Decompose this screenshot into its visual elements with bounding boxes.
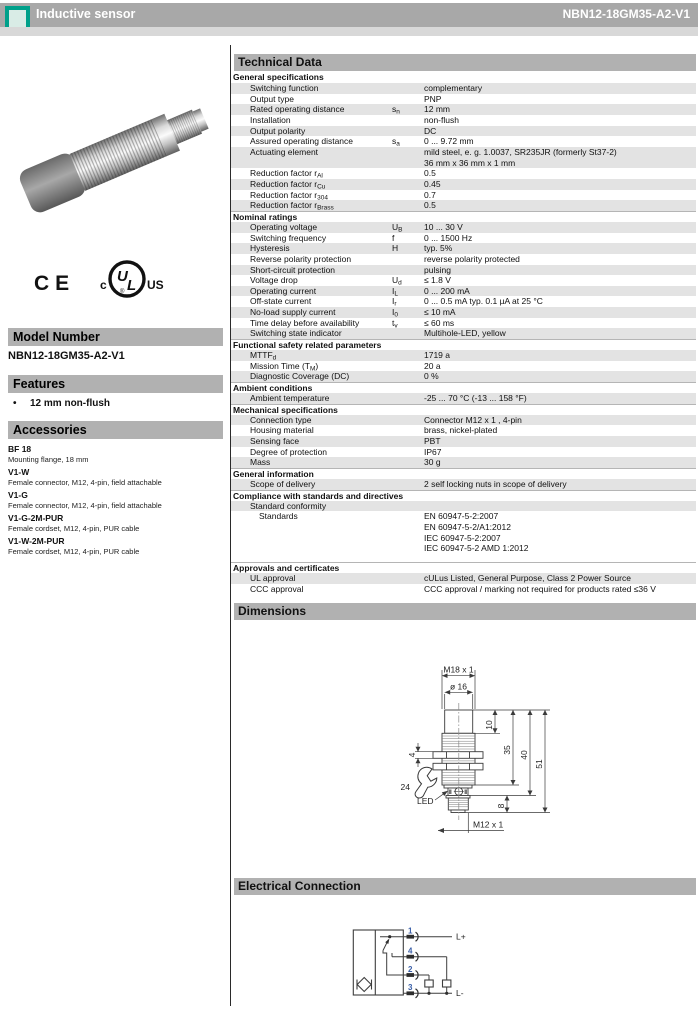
accessory-desc: Female cordset, M12, 4-pin, PUR cable xyxy=(8,523,140,533)
spec-value: 12 mm xyxy=(424,104,450,115)
spec-row xyxy=(231,307,696,318)
spec-value: non-flush xyxy=(424,114,459,125)
spec-symbol xyxy=(392,147,424,168)
electrical-connection-heading: Electrical Connection xyxy=(234,878,696,895)
bullet-icon: • xyxy=(13,398,17,409)
spec-section-title: Approvals and certificates xyxy=(231,562,696,573)
spec-label: Switching function xyxy=(250,83,319,93)
dim-label-m18: M18 x 1 xyxy=(443,664,474,675)
spec-row xyxy=(231,361,696,372)
ce-mark: CE xyxy=(34,272,76,295)
m12-connector xyxy=(448,798,468,810)
spec-label: Assured operating distance xyxy=(250,136,354,147)
spec-label: Reduction factor $r_{Al}$ xyxy=(250,168,323,180)
spec-label: Mass xyxy=(250,457,271,468)
ul-mark xyxy=(100,262,164,296)
spec-label: Reduction factor $r_{304}$ xyxy=(250,189,328,202)
header-substrip xyxy=(0,27,698,36)
spec-label: Scope of delivery xyxy=(250,479,316,489)
spec-value: PBT xyxy=(424,436,441,447)
spec-section-title: Mechanical specifications xyxy=(231,404,696,415)
spec-label: Output type xyxy=(250,93,294,104)
technical-data-table xyxy=(231,72,696,594)
spec-row xyxy=(231,328,696,339)
spec-label: Switching frequency xyxy=(250,232,327,243)
svg-text:US: US xyxy=(147,278,164,292)
load-icon xyxy=(443,980,451,987)
spec-symbol xyxy=(392,265,424,276)
spec-label: Time delay before availability xyxy=(250,317,360,328)
dim-label-8: 8 xyxy=(496,803,506,809)
accessory-desc: Female connector, M12, 4-pin, field attachable xyxy=(8,477,162,487)
spec-label: Short-circuit protection xyxy=(250,264,336,275)
spec-label: Diagnostic Coverage (DC) xyxy=(250,371,350,382)
spec-label: Standard conformity xyxy=(250,500,327,511)
spec-row xyxy=(231,190,696,201)
product-photo xyxy=(10,58,222,243)
spec-value: Connector M12 x 1 , 4-pin xyxy=(424,414,522,425)
spec-row xyxy=(231,115,696,126)
dim-label-m12: M12 x 1 xyxy=(473,819,504,830)
spec-row xyxy=(231,286,696,297)
accessory-desc: Mounting flange, 18 mm xyxy=(8,454,89,464)
spec-value: 0 % xyxy=(424,371,439,382)
spec-symbol xyxy=(392,415,424,426)
spec-symbol xyxy=(392,115,424,126)
page-title: Inductive sensor xyxy=(36,7,136,21)
spec-row xyxy=(231,584,696,595)
spec-row xyxy=(231,168,696,179)
spec-symbol xyxy=(392,328,424,339)
spec-symbol xyxy=(392,190,424,201)
spec-symbol xyxy=(392,350,424,361)
approval-marks xyxy=(10,245,222,315)
technical-data-heading: Technical Data xyxy=(234,54,696,71)
spec-row xyxy=(231,501,696,512)
spec-value: 0 ... 9.72 mm xyxy=(424,136,474,147)
spec-value: reverse polarity protected xyxy=(424,253,520,264)
spec-row xyxy=(231,511,696,554)
inductive-sensor-icon xyxy=(357,978,371,992)
accessory-item xyxy=(8,536,223,556)
model-number-heading: Model Number xyxy=(8,328,223,346)
spec-value: 0 ... 1500 Hz xyxy=(424,232,473,243)
accessory-item xyxy=(8,490,223,510)
spec-row xyxy=(231,147,696,168)
dim-label-24: 24 xyxy=(400,782,410,792)
spec-value: CCC approval / marking not required for products rated ≤36 V xyxy=(424,583,656,594)
spec-symbol xyxy=(392,425,424,436)
accessory-name: V1-W xyxy=(8,467,30,477)
accessory-item xyxy=(8,444,223,464)
accessory-name: BF 18 xyxy=(8,444,32,454)
spec-symbol xyxy=(392,584,424,595)
spec-symbol: f xyxy=(392,232,395,243)
spec-label: Sensing face xyxy=(250,436,300,447)
spec-row xyxy=(231,243,696,254)
spec-section-title: Compliance with standards and directives xyxy=(231,490,696,501)
features-list xyxy=(8,398,223,410)
spec-label: Actuating element xyxy=(250,146,319,157)
spec-value: 0 ... 0.5 mA typ. 0.1 µA at 25 °C xyxy=(424,296,543,307)
dim-label-10: 10 xyxy=(484,720,494,730)
spec-value: Multihole-LED, yellow xyxy=(424,328,506,339)
spec-symbol xyxy=(392,94,424,105)
spec-row xyxy=(231,318,696,329)
spec-value: DC xyxy=(424,125,437,136)
spec-symbol: $I_0$ xyxy=(392,307,398,319)
spec-row xyxy=(231,254,696,265)
spec-label: Operating current xyxy=(250,285,317,296)
features-heading: Features xyxy=(8,375,223,393)
spec-symbol xyxy=(392,200,424,211)
spec-row xyxy=(231,126,696,137)
spec-symbol xyxy=(392,168,424,179)
spec-symbol xyxy=(392,179,424,190)
dim-label-dia16: ø 16 xyxy=(449,681,468,692)
spec-value: pulsing xyxy=(424,264,451,275)
supply-plus-label: L+ xyxy=(456,931,466,942)
accessory-name: V1-G xyxy=(8,490,28,500)
accessory-desc: Female connector, M12, 4-pin, field attachable xyxy=(8,500,162,510)
accessory-name: V1-G-2M-PUR xyxy=(8,513,64,523)
spec-value: brass, nickel-plated xyxy=(424,425,498,436)
feature-item: • 12 mm non-flush xyxy=(13,398,111,409)
spec-value: EN 60947-5-2:2007 EN 60947-5-2/A1:2012 IEC 60947-5-2:2007 IEC 60947-5-2 AMD 1:2012 xyxy=(424,511,529,554)
spec-row xyxy=(231,222,696,233)
spec-row xyxy=(231,94,696,105)
spec-value: 1719 a xyxy=(424,350,450,361)
hex-nut xyxy=(433,763,483,770)
spec-label: Output polarity xyxy=(250,125,306,136)
spec-value: ≤ 60 ms xyxy=(424,317,455,328)
spec-symbol xyxy=(392,479,424,490)
spec-section-title: Nominal ratings xyxy=(231,211,696,222)
spec-row xyxy=(231,447,696,458)
spec-symbol xyxy=(392,83,424,94)
wiring-diagram xyxy=(232,905,698,1010)
spec-value: complementary xyxy=(424,83,483,93)
spec-label: Housing material xyxy=(250,425,314,436)
spec-label: Reduction factor $r_{Brass}$ xyxy=(250,200,334,212)
dim-label-led: LED xyxy=(417,796,434,806)
spec-row xyxy=(231,479,696,490)
spec-row xyxy=(231,371,696,382)
spec-value: IP67 xyxy=(424,446,442,457)
dim-label-35: 35 xyxy=(502,745,512,755)
spec-label: Connection type xyxy=(250,414,312,425)
spec-symbol xyxy=(392,573,424,584)
spec-symbol xyxy=(392,126,424,137)
spec-row xyxy=(231,415,696,426)
spec-value: 2 self locking nuts in scope of delivery xyxy=(424,479,567,489)
spec-row xyxy=(231,275,696,286)
svg-text:c: c xyxy=(100,278,107,292)
dim-label-40: 40 xyxy=(519,750,529,760)
spec-symbol: $I_L$ xyxy=(392,285,398,298)
spec-label: Hysteresis xyxy=(250,243,290,254)
spec-section-title: General specifications xyxy=(233,72,324,82)
spec-value: 10 ... 30 V xyxy=(424,221,463,232)
dimensions-heading: Dimensions xyxy=(234,603,696,620)
spec-value: 20 a xyxy=(424,360,441,371)
spec-value: 0.5 xyxy=(424,168,436,179)
spec-row xyxy=(231,233,696,244)
table-gap xyxy=(231,554,696,562)
spec-symbol: $s_n$ xyxy=(392,104,400,116)
spec-section-title: Ambient conditions xyxy=(231,382,696,393)
spec-label: Degree of protection xyxy=(250,446,328,457)
spec-symbol xyxy=(392,393,424,404)
spec-row xyxy=(231,350,696,361)
spec-label: Installation xyxy=(250,114,291,125)
spec-row xyxy=(231,265,696,276)
header-product-id: NBN12-18GM35-A2-V1 xyxy=(562,7,690,21)
spec-row xyxy=(231,179,696,190)
pin-number-1: 1 xyxy=(408,926,413,936)
spec-label: Mission Time $(T_M)$ xyxy=(250,360,319,373)
spec-value: mild steel, e. g. 1.0037, SR235JR (formerly St37-2) 36 mm x 36 mm x 1 mm xyxy=(424,146,617,168)
pin-number-4: 4 xyxy=(408,946,413,956)
spec-symbol: $I_r$ xyxy=(392,296,397,308)
spec-row xyxy=(231,393,696,404)
spec-label: Ambient temperature xyxy=(250,393,330,404)
spec-symbol: $U_B$ xyxy=(392,221,403,234)
spec-row xyxy=(231,296,696,307)
accessory-item xyxy=(8,513,223,533)
spec-row xyxy=(231,573,696,584)
accessory-name: V1-W-2M-PUR xyxy=(8,536,65,546)
spec-label: Voltage drop xyxy=(250,275,298,286)
spec-row xyxy=(231,136,696,147)
dim-label-51: 51 xyxy=(534,759,544,769)
accessory-desc: Female cordset, M12, 4-pin, PUR cable xyxy=(8,546,140,556)
dimension-drawing xyxy=(232,620,698,870)
spec-label: CCC approval xyxy=(250,583,304,594)
hex-nut xyxy=(433,752,483,759)
spec-value: cULus Listed, General Purpose, Class 2 Power Source xyxy=(424,572,631,583)
spec-label: No-load supply current xyxy=(250,307,336,318)
model-number-value: NBN12-18GM35-A2-V1 xyxy=(8,350,125,362)
spec-symbol xyxy=(392,447,424,458)
spec-label: UL approval xyxy=(250,572,296,583)
spec-label: Standards xyxy=(259,511,298,522)
spec-symbol: H xyxy=(392,243,399,254)
spec-value: ≤ 1.8 V xyxy=(424,275,451,286)
spec-value: 0.7 xyxy=(424,189,436,200)
svg-text:®: ® xyxy=(120,289,125,295)
spec-symbol xyxy=(392,371,424,382)
spec-symbol xyxy=(392,436,424,447)
spec-section-title: General information xyxy=(231,468,696,479)
spec-row xyxy=(231,425,696,436)
accessories-list xyxy=(8,444,223,559)
spec-label: Operating voltage xyxy=(250,221,318,232)
spec-value: ≤ 10 mA xyxy=(424,307,456,318)
spec-row xyxy=(231,104,696,115)
spec-row xyxy=(231,200,696,211)
spec-value xyxy=(424,501,696,512)
spec-value: 0.45 xyxy=(424,178,441,189)
pin-number-2: 2 xyxy=(408,964,413,974)
spec-value: 0 ... 200 mA xyxy=(424,285,470,296)
spec-section-title: Functional safety related parameters xyxy=(231,339,696,350)
spec-symbol xyxy=(392,361,424,372)
spec-label: Reverse polarity protection xyxy=(250,253,352,264)
load-icon xyxy=(425,980,433,987)
dim-label-4: 4 xyxy=(407,752,417,758)
accessory-item xyxy=(8,467,223,487)
spec-label: Rated operating distance xyxy=(250,104,345,115)
spec-label: Reduction factor $r_{Cu}$ xyxy=(250,178,326,191)
spec-symbol xyxy=(392,511,424,554)
wrench-icon xyxy=(415,767,437,798)
spec-label: $MTTF_d$ xyxy=(250,350,277,362)
spec-row xyxy=(231,83,696,94)
spec-row xyxy=(231,436,696,447)
svg-text:L: L xyxy=(127,277,137,294)
pin-number-3: 3 xyxy=(408,983,413,993)
spec-symbol: $t_v$ xyxy=(392,317,398,330)
spec-symbol: $U_d$ xyxy=(392,275,402,287)
spec-value: 30 g xyxy=(424,457,441,468)
spec-label: Off-state current xyxy=(250,296,312,307)
spec-row xyxy=(231,457,696,468)
spec-value: -25 ... 70 °C (-13 ... 158 °F) xyxy=(424,393,527,404)
spec-value: typ. 5% xyxy=(424,243,453,254)
spec-symbol: $s_a$ xyxy=(392,136,400,148)
svg-text:U: U xyxy=(117,268,128,285)
spec-value: PNP xyxy=(424,93,442,104)
spec-symbol xyxy=(392,457,424,468)
accessories-heading: Accessories xyxy=(8,421,223,439)
spec-symbol xyxy=(392,501,424,512)
spec-symbol xyxy=(392,254,424,265)
spec-label: Switching state indicator xyxy=(250,328,342,339)
supply-minus-label: L- xyxy=(456,988,464,998)
spec-value: 0.5 xyxy=(424,200,436,211)
